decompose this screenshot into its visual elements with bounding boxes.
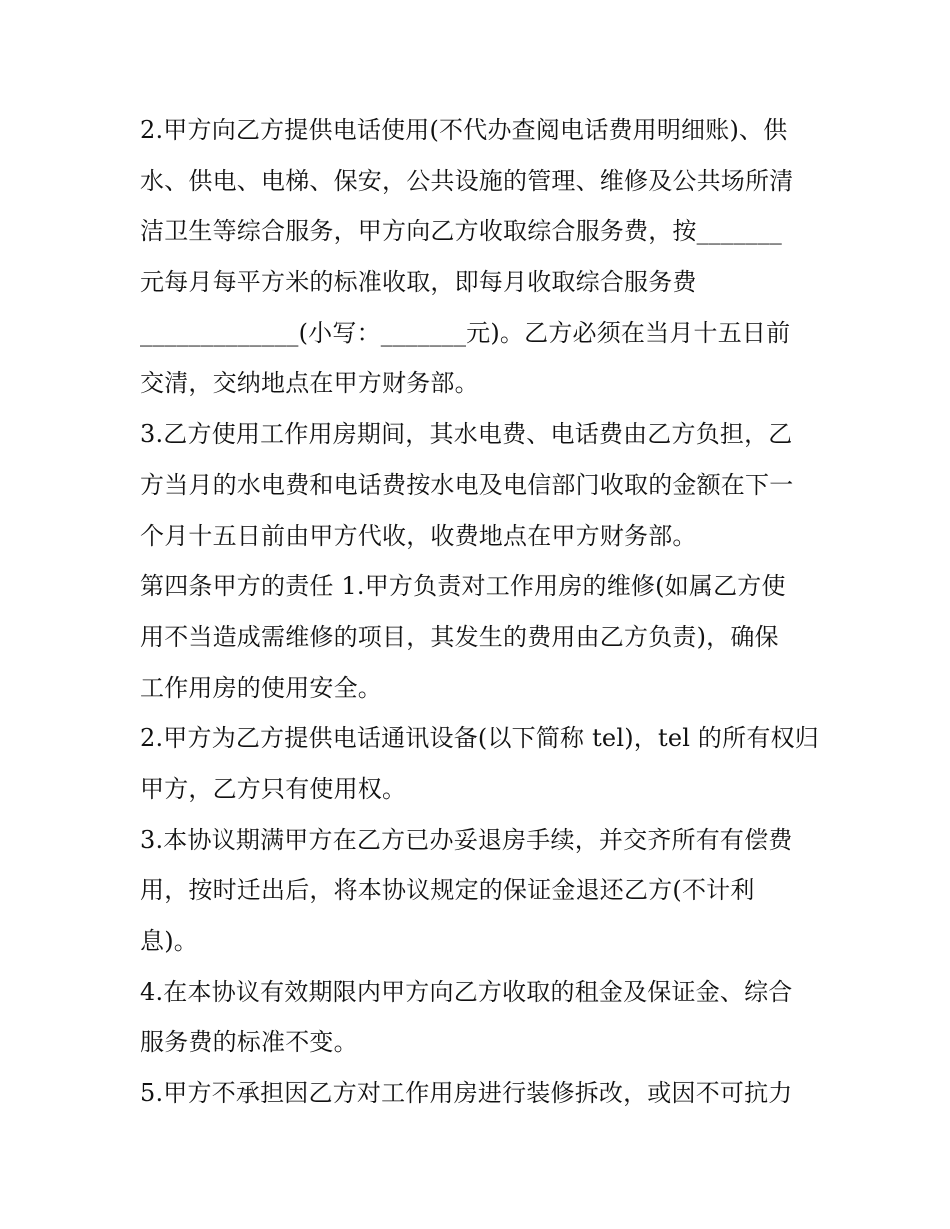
text-line: 5.甲方不承担因乙方对工作用房进行装修拆改，或因不可抗力 — [140, 1079, 793, 1108]
text-line: 用，按时迁出后，将本协议规定的保证金退还乙方(不计利 — [140, 876, 755, 905]
text-line: 第四条甲方的责任 1.甲方负责对工作用房的维修(如属乙方使 — [140, 572, 786, 601]
text-line: 2.甲方向乙方提供电话使用(不代办查阅电话费用明细账)、供 — [140, 116, 788, 144]
text-line: 工作用房的使用安全。 — [140, 673, 382, 702]
text-line: 交清，交纳地点在甲方财务部。 — [140, 369, 479, 398]
text-line: 3.乙方使用工作用房期间，其水电费、电话费由乙方负担，乙 — [140, 420, 793, 449]
text-line: 2.甲方为乙方提供电话通讯设备(以下简称 tel)，tel 的所有权归 — [140, 724, 819, 753]
text-line: 个月十五日前由甲方代收，收费地点在甲方财务部。 — [140, 521, 697, 550]
text-line: 水、供电、电梯、保安，公共设施的管理、维修及公共场所清 — [140, 166, 794, 195]
text-line: _____________(小写：_______元)。乙方必须在当月十五日前 — [140, 318, 791, 347]
text-line: 元每月每平方米的标准收取，即每月收取综合服务费 — [140, 268, 697, 297]
text-line: 服务费的标准不变。 — [140, 1028, 358, 1057]
text-line: 方当月的水电费和电话费按水电及电信部门收取的金额在下一 — [140, 470, 794, 499]
text-line: 4.在本协议有效期限内甲方向乙方收取的租金及保证金、综合 — [140, 977, 793, 1006]
text-line: 甲方，乙方只有使用权。 — [140, 774, 407, 803]
text-line: 3.本协议期满甲方在乙方已办妥退房手续，并交齐所有有偿费 — [140, 825, 793, 854]
text-line: 用不当造成需维修的项目，其发生的费用由乙方负责)，确保 — [140, 622, 779, 651]
document-body — [140, 105, 820, 1119]
text-line: 洁卫生等综合服务，甲方向乙方收取综合服务费，按_______ — [140, 217, 782, 246]
text-line: 息)。 — [140, 927, 198, 955]
